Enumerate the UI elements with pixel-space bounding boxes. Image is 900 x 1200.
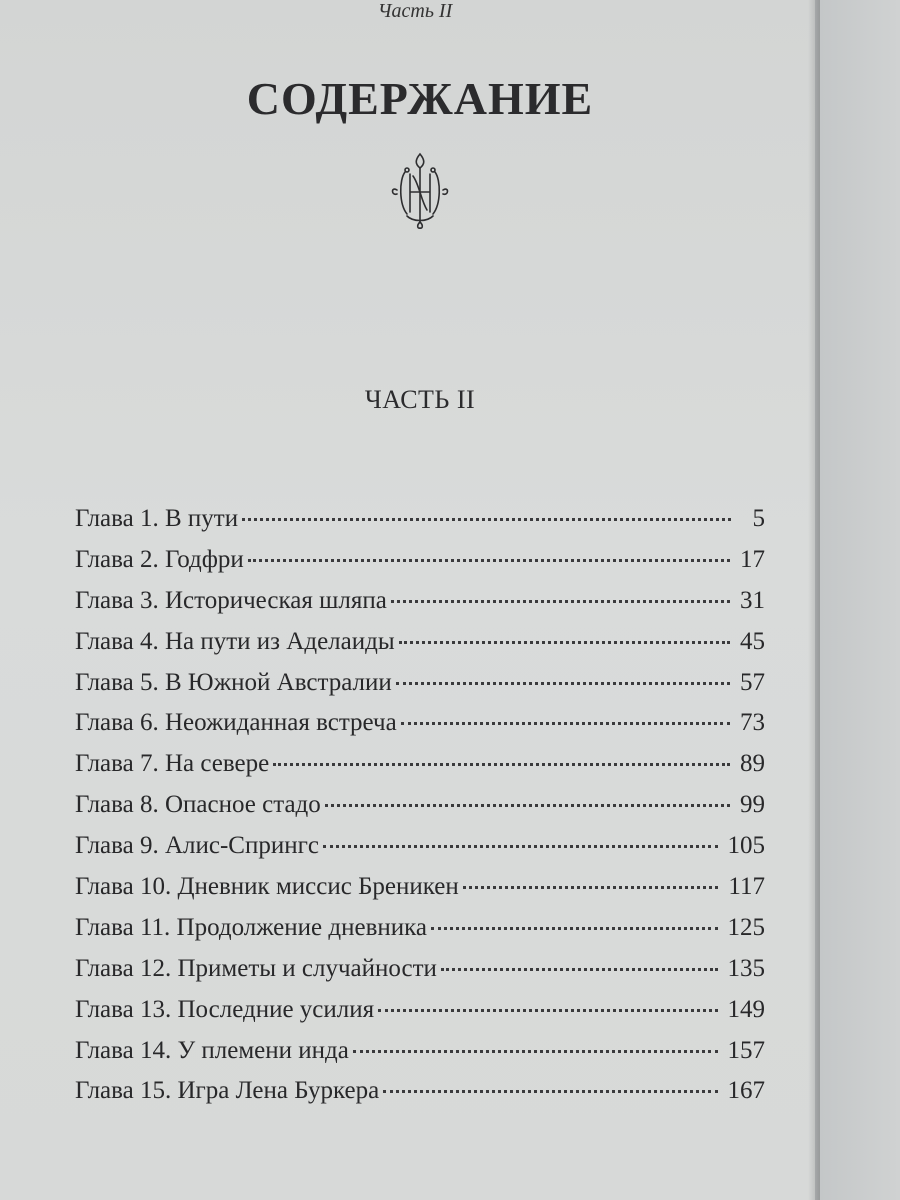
- toc-chapter-title: Глава 3. Историческая шляпа: [75, 586, 387, 614]
- toc-page-number: 57: [740, 668, 765, 696]
- toc-page-number: 157: [727, 1036, 765, 1064]
- toc-page-number: 17: [740, 545, 765, 573]
- toc-row: [75, 1037, 765, 1078]
- toc-row: [75, 750, 765, 791]
- monogram-ornament-icon: [385, 150, 455, 230]
- toc-page-number: 125: [727, 913, 765, 941]
- toc-page-number: 5: [752, 505, 765, 532]
- toc-row: [75, 832, 765, 873]
- toc-leader-dots: [401, 722, 730, 725]
- toc-chapter-title: Глава 1. В пути: [75, 505, 239, 532]
- toc-page-number: 167: [727, 1077, 765, 1105]
- toc-row: [75, 914, 765, 955]
- toc-chapter-title: Глава 4. На пути из Аделаиды: [75, 627, 395, 655]
- part-heading: ЧАСТЬ II: [364, 385, 476, 414]
- toc-row: [75, 505, 765, 546]
- toc-page-number: 117: [728, 873, 765, 901]
- toc-page-number: 45: [740, 627, 765, 655]
- toc-row: [75, 791, 765, 832]
- toc-chapter-title: Глава 7. На севере: [75, 750, 270, 778]
- running-head: Часть II: [377, 0, 453, 22]
- toc-leader-dots: [248, 559, 730, 562]
- toc-leader-dots: [325, 804, 730, 807]
- toc-leader-dots: [378, 1009, 717, 1012]
- toc-row: [75, 955, 765, 996]
- toc-page-number: 149: [727, 995, 765, 1023]
- toc-page-number: 105: [727, 832, 765, 860]
- toc-leader-dots: [273, 763, 730, 766]
- toc-chapter-title: Глава 6. Неожиданная встреча: [75, 709, 397, 737]
- toc-chapter-title: Глава 11. Продолжение дневника: [75, 913, 428, 941]
- toc-row: [75, 669, 765, 710]
- toc-chapter-title: Глава 10. Дневник миссис Бреникен: [75, 873, 459, 901]
- toc-chapter-title: Глава 2. Годфри: [75, 545, 244, 573]
- toc-row: [75, 873, 765, 914]
- toc-chapter-title: Глава 12. Приметы и случайности: [75, 954, 437, 982]
- toc-page-number: 135: [727, 954, 765, 982]
- toc-row: [75, 587, 765, 628]
- toc-page-number: 89: [740, 750, 765, 778]
- adjacent-page: [820, 0, 900, 1200]
- page-gutter-shadow: [808, 0, 820, 1200]
- table-of-contents: [75, 505, 765, 1118]
- page-title: СОДЕРЖАНИЕ: [246, 73, 594, 124]
- toc-chapter-title: Глава 14. У племени инда: [75, 1036, 349, 1064]
- toc-leader-dots: [431, 927, 717, 930]
- toc-leader-dots: [463, 886, 719, 889]
- toc-chapter-title: Глава 15. Игра Лена Буркера: [75, 1077, 380, 1105]
- toc-leader-dots: [242, 518, 731, 521]
- toc-page-number: 99: [740, 791, 765, 819]
- toc-chapter-title: Глава 8. Опасное стадо: [75, 791, 321, 819]
- toc-chapter-title: Глава 9. Алис-Спрингс: [75, 832, 319, 860]
- toc-leader-dots: [399, 641, 730, 644]
- toc-row: [75, 628, 765, 669]
- adjacent-page-text: [828, 0, 889, 10]
- toc-page-number: 73: [740, 709, 765, 737]
- toc-chapter-title: Глава 5. В Южной Австралии: [75, 668, 392, 696]
- toc-row: [75, 546, 765, 587]
- toc-leader-dots: [323, 845, 718, 848]
- toc-leader-dots: [441, 968, 718, 971]
- toc-row: [75, 1077, 765, 1118]
- toc-leader-dots: [383, 1090, 717, 1093]
- toc-row: [75, 996, 765, 1037]
- toc-chapter-title: Глава 13. Последние усилия: [75, 995, 375, 1023]
- toc-row: [75, 709, 765, 750]
- toc-page-number: 31: [740, 586, 765, 614]
- toc-leader-dots: [396, 682, 730, 685]
- toc-leader-dots: [391, 600, 730, 603]
- toc-leader-dots: [353, 1050, 718, 1053]
